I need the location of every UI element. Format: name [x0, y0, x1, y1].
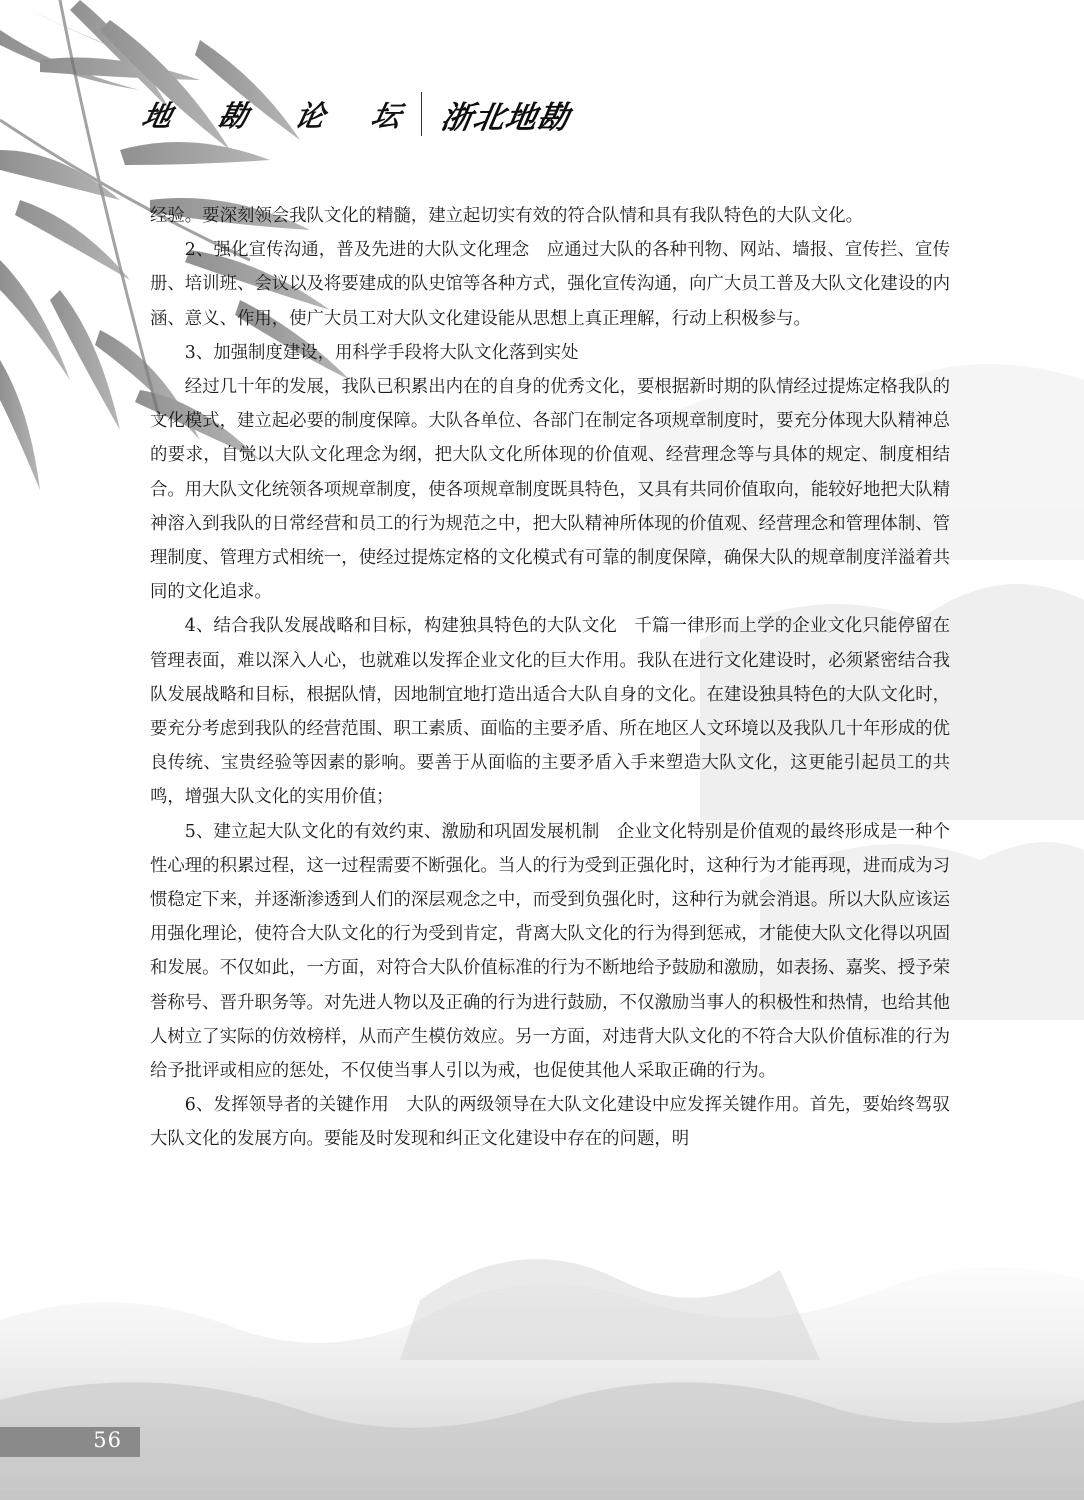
- column-title: 浙北地勘: [438, 99, 573, 136]
- page-number: 56: [93, 1428, 122, 1452]
- section-title: [139, 94, 407, 135]
- page-header: [139, 92, 573, 136]
- section-title-char: 坛: [368, 98, 407, 133]
- section-title-char: 地: [139, 98, 178, 133]
- paragraph: 经验。要深刻领会我队文化的精髓，建立起切实有效的符合队情和具有我队特色的大队文化。: [150, 206, 864, 226]
- paragraph: 3、加强制度建设，用科学手段将大队文化落到实处: [184, 342, 579, 363]
- paragraph: 经过几十年的发展，我队已积累出内在的自身的优秀文化，要根据新时期的队情经过提炼定格我队的文化模式，建立起必要的制度保障。大队各单位、各部门在制定各项规章制度时，要充分体现大队精神总的要求，自觉以大队文化理念为纲，把大队文化所体现的价值观、经营理念等与具体的规定、制度相结合。用大队文化统领各项规章制度，使各项规章制度既具特色，又具有共同价值取向，能较好地把大队精神溶入到我队的日常经营和员工的行为规范之中，把大队精神所体现的价值观、经营理念和管理体制、管理制度、管理方式相统一，使经过提炼定格的文化模式有可靠的制度保障，确保大队的规章制度洋溢着共同的文化追求。: [150, 377, 950, 603]
- article-body: [150, 199, 950, 1157]
- page-number-bar: [0, 1427, 140, 1457]
- paragraph: 2、强化宣传沟通，普及先进的大队文化理念 应通过大队的各种刊物、网站、墙报、宣传拦、宣传册、培训班、会议以及将要建成的队史馆等各种方式，强化宣传沟通，向广大员工普及大队文化建设的内涵、意义、作用，使广大员工对大队文化建设能从思想上真正理解，行动上积极参与。: [150, 240, 950, 329]
- paragraph: 4、结合我队发展战略和目标，构建独具特色的大队文化 千篇一律形而上学的企业文化只能停留在管理表面，难以深入人心，也就难以发挥企业文化的巨大作用。我队在进行文化建设时，必须紧密结合我队发展战略和目标，根据队情，因地制宜地打造出适合大队自身的文化。在建设独具特色的大队文化时，要充分考虑到我队的经营范围、职工素质、面临的主要矛盾、所在地区人文环境以及我队几十年形成的优良传统、宝贵经验等因素的影响。要善于从面临的主要矛盾入手来塑造大队文化，这更能引起员工的共鸣，增强大队文化的实用价值；: [150, 616, 950, 808]
- header-divider: [421, 92, 422, 136]
- paragraph: 5、建立起大队文化的有效约束、激励和巩固发展机制 企业文化特别是价值观的最终形成是一种个性心理的积累过程，这一过程需要不断强化。当人的行为受到正强化时，这种行为才能再现，进而成为习惯稳定下来，并逐渐渗透到人们的深层观念之中，而受到负强化时，这种行为就会消退。所以大队应该运用强化理论，使符合大队文化的行为受到肯定，背离大队文化的行为得到惩戒，才能使大队文化得以巩固和发展。不仅如此，一方面，对符合大队价值标准的行为不断地给予鼓励和激励，如表扬、嘉奖、授予荣誉称号、晋升职务等。对先进人物以及正确的行为进行鼓励，不仅激励当事人的积极性和热情，也给其他人树立了实际的仿效榜样，从而产生模仿效应。另一方面，对违背大队文化的不符合大队价值标准的行为给予批评或相应的惩处，不仅使当事人引以为戒，也促使其他人采取正确的行为。: [150, 821, 950, 1082]
- section-title-char: 论: [291, 98, 330, 133]
- section-title-char: 勘: [215, 98, 254, 133]
- paragraph: 6、发挥领导者的关键作用 大队的两级领导在大队文化建设中应发挥关键作用。首先，要始终驾驭大队文化的发展方向。要能及时发现和纠正文化建设中存在的问题，明: [150, 1095, 950, 1150]
